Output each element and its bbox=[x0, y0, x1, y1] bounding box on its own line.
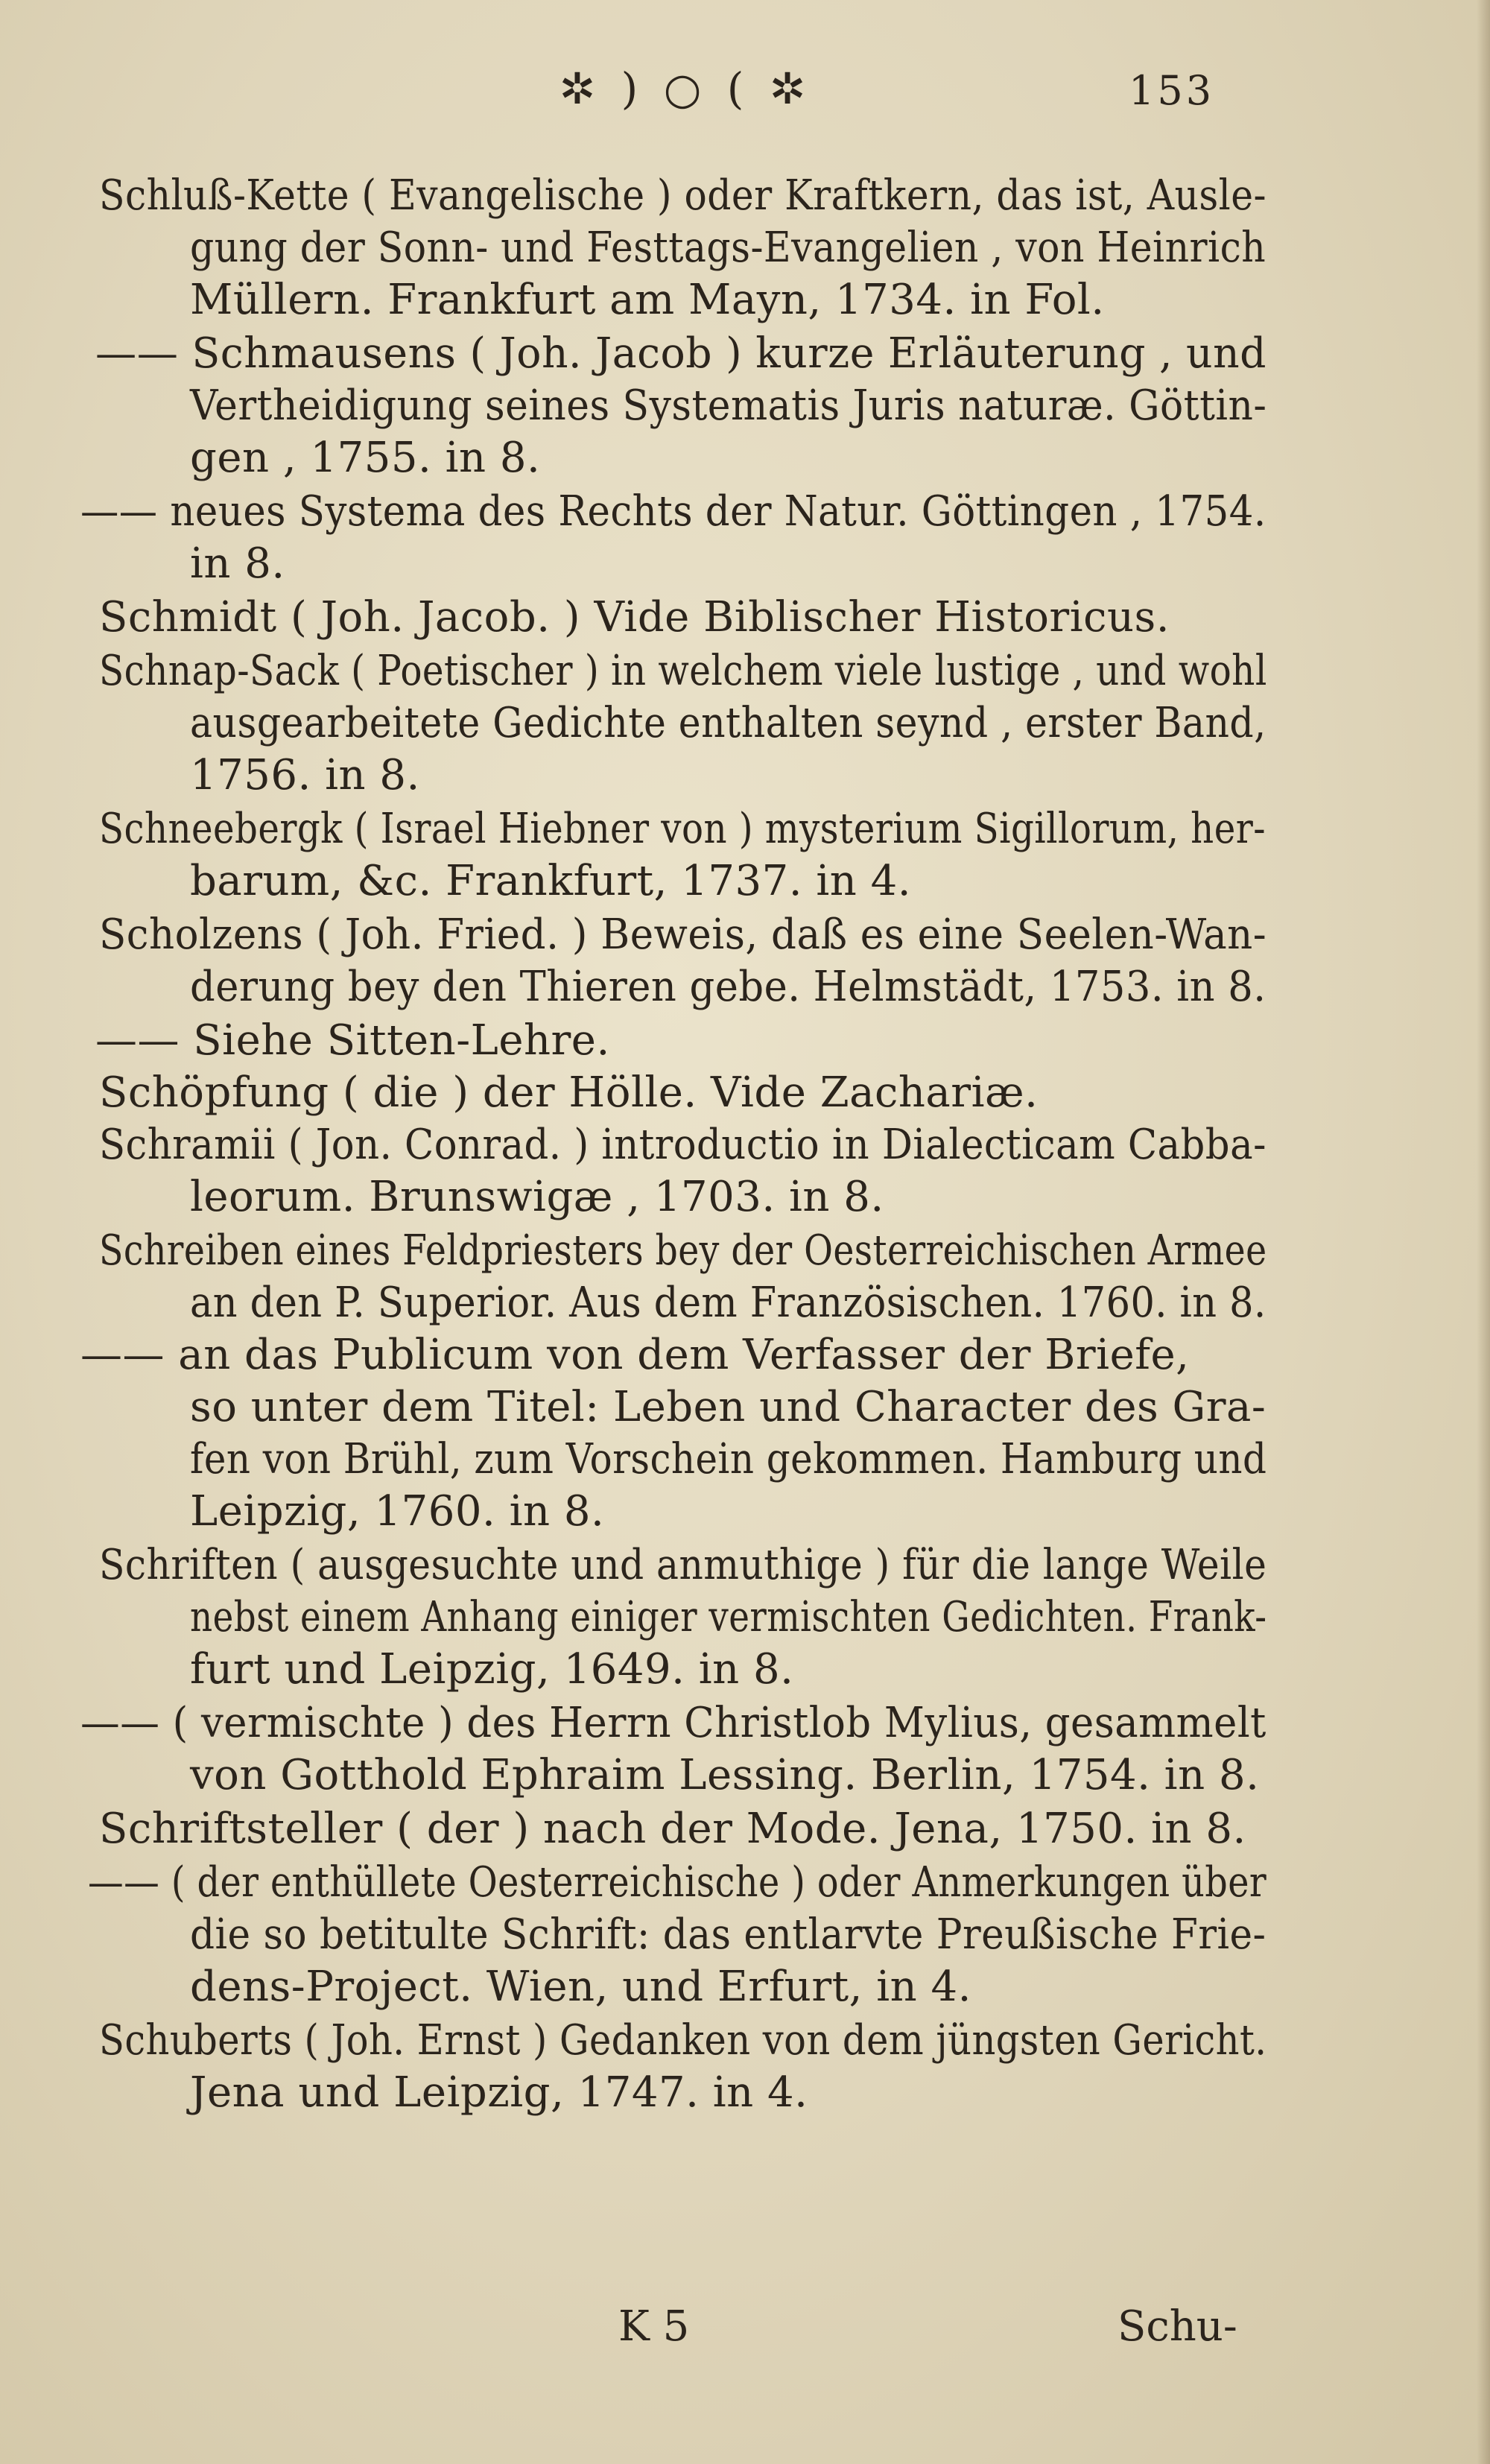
entry-line: fen von Brühl, zum Vorschein gekommen. Hamburg und bbox=[190, 1435, 1267, 1483]
entry-line: —— ( vermischte ) des Herrn Christlob Mylius, gesammelt bbox=[80, 1699, 1266, 1747]
entry-line: Schreiben eines Feldpriesters bey der Oesterreichischen Armee bbox=[99, 1226, 1267, 1275]
entry-line: Vertheidigung seines Systematis Juris naturæ. Göttin- bbox=[190, 381, 1267, 430]
entry-line: barum, &c. Frankfurt, 1737. in 4. bbox=[190, 857, 912, 905]
header-ornament: ✲ ) ○ ( ✲ bbox=[559, 63, 812, 114]
entry-line: in 8. bbox=[190, 539, 285, 588]
page-fold-shadow bbox=[1477, 0, 1490, 2464]
entry-line: Schuberts ( Joh. Ernst ) Gedanken von dem jüngsten Gericht. bbox=[99, 2016, 1267, 2065]
entry-line: —— Schmausens ( Joh. Jacob ) kurze Erläuterung , und bbox=[95, 329, 1267, 378]
entry-line: furt und Leipzig, 1649. in 8. bbox=[190, 1645, 794, 1694]
entry-line: dens-Project. Wien, und Erfurt, in 4. bbox=[190, 1963, 971, 2011]
entry-line: ausgearbeitete Gedichte enthalten seynd , erster Band, bbox=[190, 699, 1266, 747]
entry-line: Müllern. Frankfurt am Mayn, 1734. in Fol. bbox=[190, 276, 1105, 324]
entry-line: an den P. Superior. Aus dem Französischen. 1760. in 8. bbox=[190, 1279, 1266, 1327]
entry-line: von Gotthold Ephraim Lessing. Berlin, 1754. in 8. bbox=[190, 1751, 1260, 1799]
catchword: Schu- bbox=[1118, 2302, 1237, 2351]
entry-line: Schnap-Sack ( Poetischer ) in welchem viele lustige , und wohl bbox=[99, 647, 1267, 695]
entry-line: Schramii ( Jon. Conrad. ) introductio in Dialecticam Cabba- bbox=[99, 1121, 1266, 1169]
entry-line: Jena und Leipzig, 1747. in 4. bbox=[190, 2068, 808, 2117]
entry-line: —— neues Systema des Rechts der Natur. Göttingen , 1754. bbox=[80, 487, 1266, 536]
entry-line: Schmidt ( Joh. Jacob. ) Vide Biblischer Historicus. bbox=[99, 593, 1170, 642]
entry-line: —— Siehe Sitten-Lehre. bbox=[95, 1016, 610, 1065]
entry-line: Schriften ( ausgesuchte und anmuthige ) für die lange Weile bbox=[99, 1541, 1267, 1589]
entry-line: Schneebergk ( Israel Hiebner von ) mysterium Sigillorum, her- bbox=[99, 805, 1266, 853]
entry-line: Schriftsteller ( der ) nach der Mode. Jena, 1750. in 8. bbox=[99, 1805, 1246, 1853]
entry-line: 1756. in 8. bbox=[190, 751, 420, 799]
signature-mark: K 5 bbox=[618, 2302, 690, 2351]
entry-line: die so betitulte Schrift: das entlarvte Preußische Frie- bbox=[190, 1910, 1266, 1959]
entry-line: Schöpfung ( die ) der Hölle. Vide Zachariæ. bbox=[99, 1068, 1039, 1117]
entry-line: gen , 1755. in 8. bbox=[190, 434, 541, 482]
entry-line: Schluß-Kette ( Evangelische ) oder Kraftkern, das ist, Ausle- bbox=[99, 171, 1266, 220]
entry-line: nebst einem Anhang einiger vermischten Gedichten. Frank- bbox=[190, 1593, 1267, 1641]
entry-line: Scholzens ( Joh. Fried. ) Beweis, daß es eine Seelen-Wan- bbox=[99, 910, 1267, 959]
page-number: 153 bbox=[1129, 67, 1215, 114]
entry-line: gung der Sonn- und Festtags-Evangelien , von Heinrich bbox=[190, 224, 1266, 272]
entry-line: —— ( der enthüllete Oesterreichische ) oder Anmerkungen über bbox=[88, 1858, 1267, 1907]
entry-line: derung bey den Thieren gebe. Helmstädt, 1753. in 8. bbox=[190, 963, 1266, 1011]
entry-line: Leipzig, 1760. in 8. bbox=[190, 1487, 605, 1536]
entry-line: leorum. Brunswigæ , 1703. in 8. bbox=[190, 1173, 884, 1221]
entry-line: so unter dem Titel: Leben und Character des Gra- bbox=[190, 1383, 1266, 1431]
entry-line: —— an das Publicum von dem Verfasser der Briefe, bbox=[80, 1331, 1190, 1379]
